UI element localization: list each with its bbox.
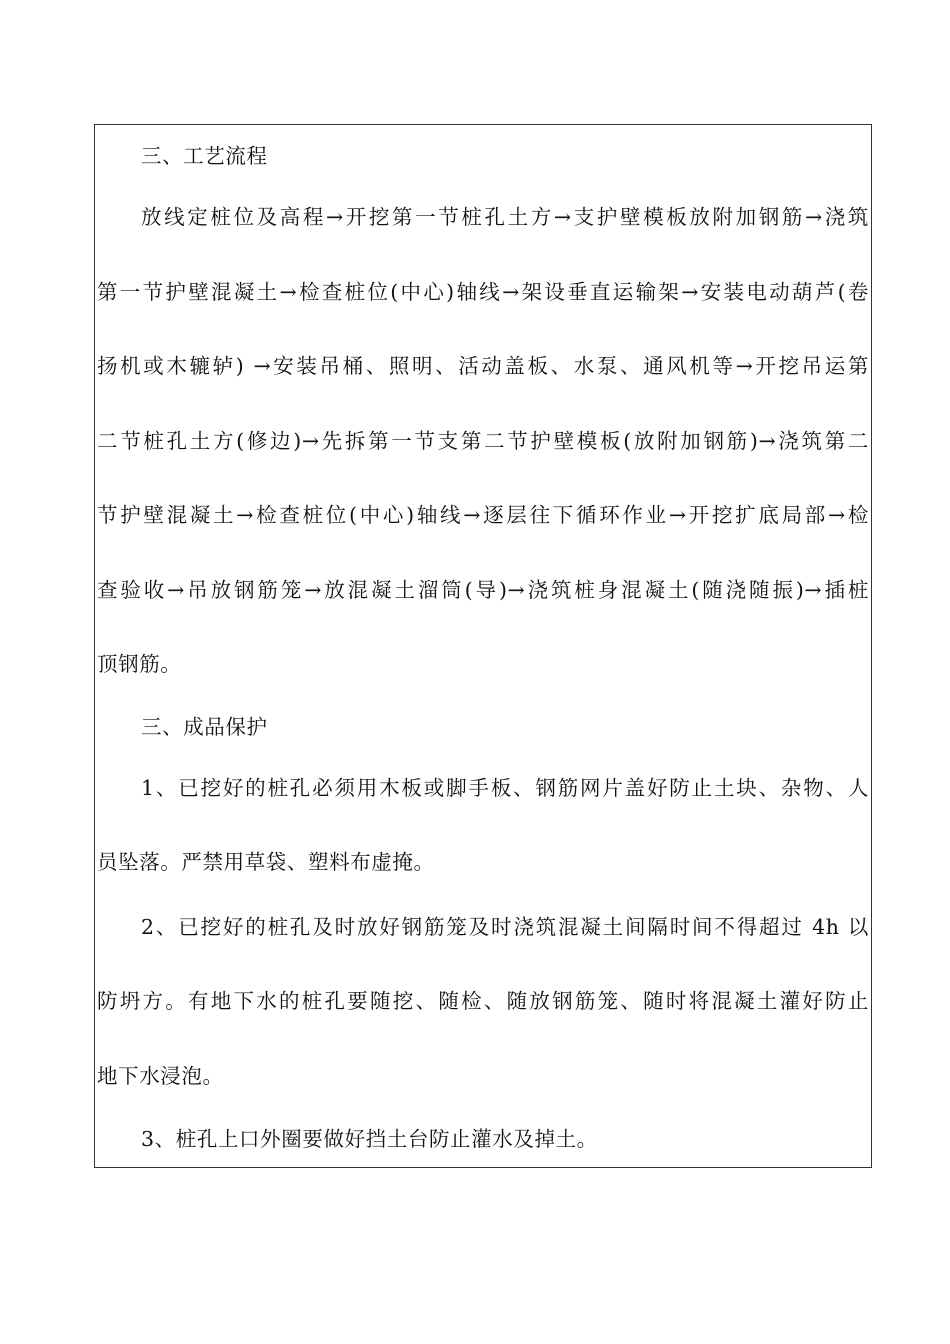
process-text-line: 第一节护壁混凝土→检查桩位(中心)轴线→架设垂直运输架→安装电动葫芦(卷 — [97, 280, 869, 304]
process-text-line: 扬机或木辘轳) →安装吊桶、照明、活动盖板、水泵、通风机等→开挖吊运第 — [97, 354, 869, 378]
protection-item-3: 3、桩孔上口外圈要做好挡土台防止灌水及掉土。 — [141, 1127, 598, 1151]
protection-item-1-line: 员坠落。严禁用草袋、塑料布虚掩。 — [97, 850, 435, 874]
protection-item-1-line: 1、已挖好的桩孔必须用木板或脚手板、钢筋网片盖好防止土块、杂物、人 — [141, 776, 869, 800]
process-text-line: 节护壁混凝土→检查桩位(中心)轴线→逐层往下循环作业→开挖扩底局部→检 — [97, 503, 869, 527]
process-text-line: 二节桩孔土方(修边)→先拆第一节支第二节护壁模板(放附加钢筋)→浇筑第二 — [97, 429, 869, 453]
protection-item-2-line: 地下水浸泡。 — [97, 1064, 224, 1088]
process-text-line: 查验收→吊放钢筋笼→放混凝土溜筒(导)→浇筑桩身混凝土(随浇随振)→插桩 — [97, 578, 869, 602]
protection-item-2-line: 2、已挖好的桩孔及时放好钢筋笼及时浇筑混凝土间隔时间不得超过 4h 以 — [141, 915, 869, 939]
process-text-line: 放线定桩位及高程→开挖第一节桩孔土方→支护壁模板放附加钢筋→浇筑 — [141, 205, 869, 229]
protection-item-2-line: 防坍方。有地下水的桩孔要随挖、随检、随放钢筋笼、随时将混凝土灌好防止 — [97, 989, 869, 1013]
heading-process-flow: 三、工艺流程 — [141, 144, 268, 168]
process-text-line: 顶钢筋。 — [97, 652, 182, 676]
heading-product-protection: 三、成品保护 — [141, 715, 268, 739]
document-table-cell — [94, 124, 872, 1168]
